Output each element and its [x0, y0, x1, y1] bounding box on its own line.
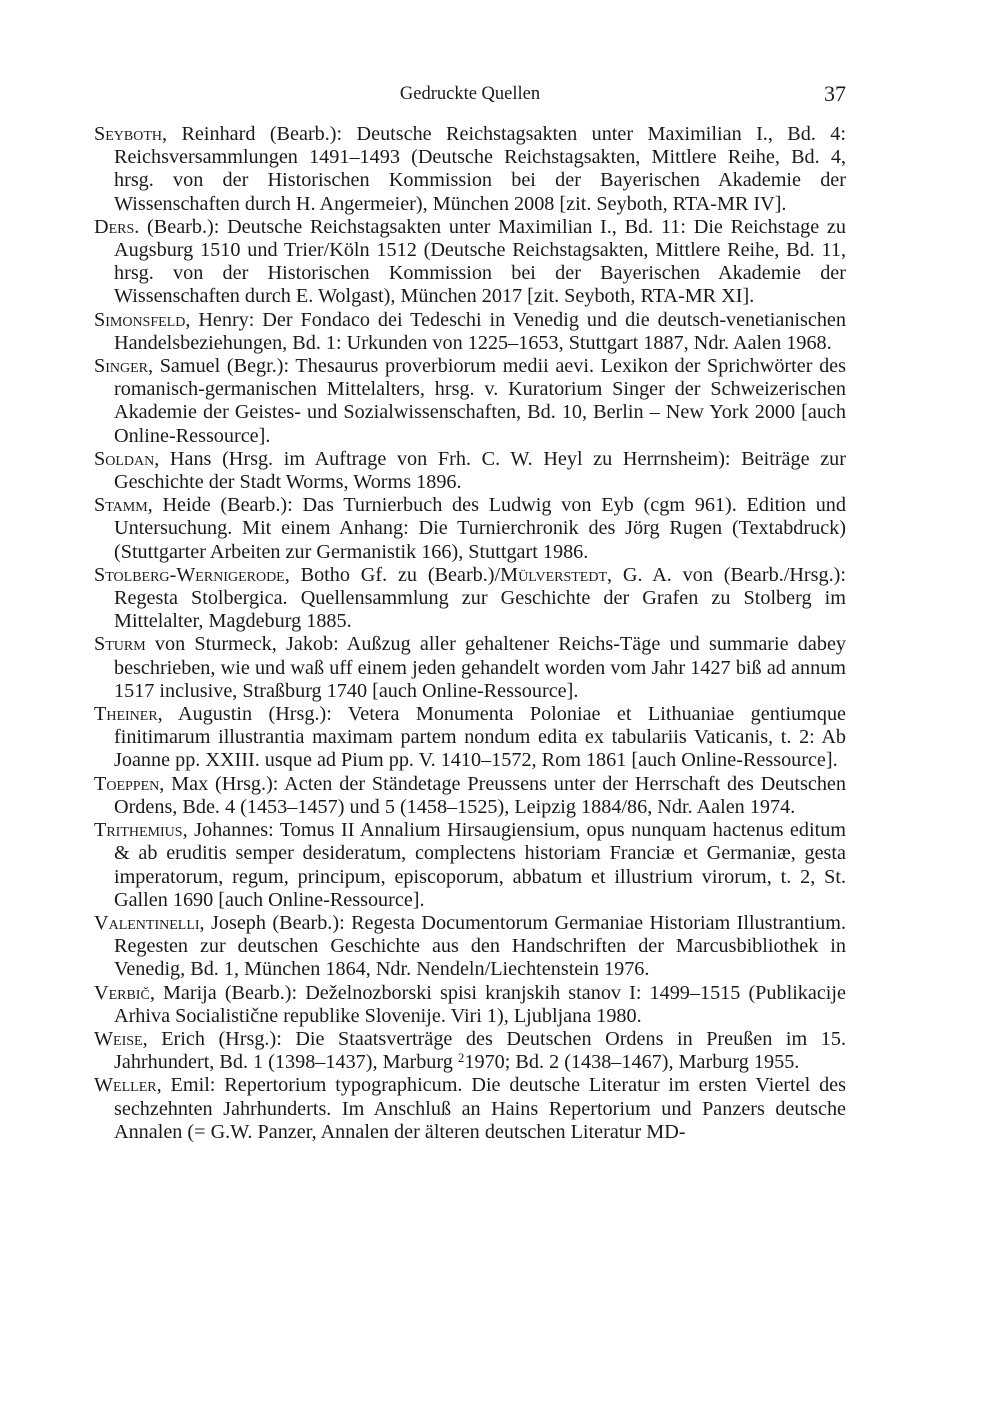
entry-text-continued: 1970; Bd. 2 (1438–1467), Marburg 1955.	[464, 1051, 800, 1074]
bibliography-list	[94, 123, 846, 1144]
entry-author: Ders.	[94, 215, 140, 238]
entry-author: Weise	[94, 1027, 143, 1050]
entry-text: , Erich (Hrsg.): Die Staatsverträge des Deutschen Ordens in Preußen im 15. Jahrhundert, Bd. 1 (1398–1437), Marburg	[114, 1027, 846, 1074]
entry-author: Valentinelli	[94, 911, 200, 934]
bibliography-entry	[94, 564, 846, 634]
entry-text: von Sturmeck, Jakob: Außzug aller gehaltener Reichs-Täge und summarie dabey beschrieben, wie und waß uff einem jeden gehandelt worden vom Jahr 1427 biß ad annum 1517 inclusive, Straßburg 1740 [auch Online-Ressource].	[114, 633, 846, 702]
bibliography-entry	[94, 819, 846, 912]
entry-text: , Max (Hrsg.): Acten der Ständetage Preussens unter der Herrschaft des Deutschen Ordens, Bde. 4 (1453–1457) und 5 (1458–1525), Leipzig 1884/86, Ndr. Aalen 1974.	[114, 772, 846, 818]
entry-author: Sturm	[94, 633, 146, 656]
bibliography-entry	[94, 216, 846, 309]
entry-author: Seyboth	[94, 123, 162, 145]
entry-text: , Samuel (Begr.): Thesaurus proverbiorum medii aevi. Lexikon der Sprichwörter des romanisch-germanischen Mittelalters, hrsg. v. Kuratorium Singer der Schweizerischen Akademie der Geistes- und Sozialwissenschaften, Bd. 10, Berlin – New York 2000 [auch Online-Ressource].	[114, 355, 846, 447]
entry-text: , Johannes: Tomus II Annalium Hirsaugiensium, opus nunquam hactenus editum & ab eruditis semper desideratum, complectens historiam Franciæ et Germaniæ, gesta imperatorum, regum, principum, episcoporum, abbatum et illustrium virorum, t. 2, St. Gallen 1690 [auch Online-Ressource].	[114, 819, 846, 911]
entry-text: , Augustin (Hrsg.): Vetera Monumenta Poloniae et Lithuaniae gentiumque finitimarum illustrantia maximam partem nondum edita ex tabulariis Vaticanis, t. 2: Ab Joanne pp. XXIII. usque ad Pium pp. V. 1410–1572, Rom 1861 [auch Online-Ressource].	[114, 703, 846, 772]
entry-text: , Marija (Bearb.): Deželnozborski spisi kranjskih stanov I: 1499–1515 (Publikacije Arhiva Socialistične republike Slovenije. Viri 1), Ljubljana 1980.	[114, 981, 846, 1027]
entry-text: , Henry: Der Fondaco dei Tedeschi in Venedig und die deutsch-venetianischen Handelsbeziehungen, Bd. 1: Urkunden von 1225–1653, Stuttgart 1887, Ndr. Aalen 1968.	[114, 308, 846, 354]
running-head	[94, 80, 846, 108]
entry-text: , Hans (Hrsg. im Auftrage von Frh. C. W. Heyl zu Herrnsheim): Beiträge zur Geschichte der Stadt Worms, Worms 1896.	[114, 447, 846, 494]
entry-author: Toeppen	[94, 772, 160, 795]
entry-author: Theiner	[94, 703, 158, 726]
entry-text: , Reinhard (Bearb.): Deutsche Reichstagsakten unter Maximilian I., Bd. 4: Reichsversammlungen 1491–1493 (Deutsche Reichstagsakten, Mittlere Reihe, Bd. 4, hrsg. von der Historischen Kommission bei der Bayerischen Akademie der Wissenschaften durch H. Angermeier), München 2008 [zit. Seyboth, RTA-MR IV].	[114, 123, 846, 215]
entry-author: Trithemius	[94, 819, 183, 842]
bibliography-entry	[94, 123, 846, 216]
entry-author: Stamm	[94, 494, 148, 517]
bibliography-entry	[94, 494, 846, 564]
running-title: Gedruckte Quellen	[399, 84, 541, 104]
entry-text: (Bearb.): Deutsche Reichstagsakten unter Maximilian I., Bd. 11: Die Reichstage zu Augsburg 1510 und Trier/Köln 1512 (Deutsche Reichstagsakten, Mittlere Reihe, Bd. 11, hrsg. von der Historischen Kommission bei der Bayerischen Akademie der Wissenschaften durch E. Wolgast), München 2017 [zit. Seyboth, RTA-MR XI].	[114, 215, 846, 308]
entry-author: Soldan	[94, 447, 155, 470]
entry-text-continued: , G. A. von (Bearb./Hrsg.): Regesta Stolbergica. Quellensammlung zur Geschichte der Grafen zu Stolberg im Mittelalter, Magdeburg 1885.	[114, 563, 846, 633]
page-number: 37	[824, 81, 846, 106]
entry-text: , Botho Gf. zu (Bearb.)/	[284, 563, 501, 586]
entry-author: Verbič	[94, 981, 150, 1004]
bibliography-entry	[94, 773, 846, 819]
bibliography-entry	[94, 912, 846, 982]
bibliography-entry	[94, 355, 846, 448]
bibliography-entry	[94, 982, 846, 1028]
entry-author: Weller	[94, 1074, 157, 1097]
entry-author: Simonsfeld	[94, 308, 186, 331]
bibliography-entry	[94, 1074, 846, 1144]
entry-author: Singer	[94, 355, 148, 378]
entry-text: , Joseph (Bearb.): Regesta Documentorum Germaniae Historiam Illustrantium. Regesten zur deutschen Geschichte aus den Handschriften der Marcusbibliothek in Venedig, Bd. 1, München 1864, Ndr. Nendeln/Liechtenstein 1976.	[114, 911, 846, 981]
entry-coauthor: Mülverstedt	[500, 563, 608, 586]
entry-text: , Emil: Repertorium typographicum. Die deutsche Literatur im ersten Viertel des sechzehnten Jahrhunderts. Im Anschluß an Hains Repertorium und Panzers deutsche Annalen (= G.W. Panzer, Annalen der älteren deutschen Literatur MD-	[114, 1074, 846, 1143]
bibliography-entry	[94, 448, 846, 494]
bibliography-entry	[94, 633, 846, 703]
entry-text: , Heide (Bearb.): Das Turnierbuch des Ludwig von Eyb (cgm 961). Edition und Untersuchung. Mit einem Anhang: Die Turnierchronik des Jörg Rugen (Textabdruck) (Stuttgarter Arbeiten zur Germanistik 166), Stuttgart 1986.	[114, 494, 846, 563]
bibliography-entry	[94, 703, 846, 773]
edition-superscript: 2	[457, 1050, 465, 1066]
bibliography-entry	[94, 1028, 846, 1074]
bibliography-entry	[94, 309, 846, 355]
entry-author: Stolberg-Wernigerode	[94, 563, 285, 586]
